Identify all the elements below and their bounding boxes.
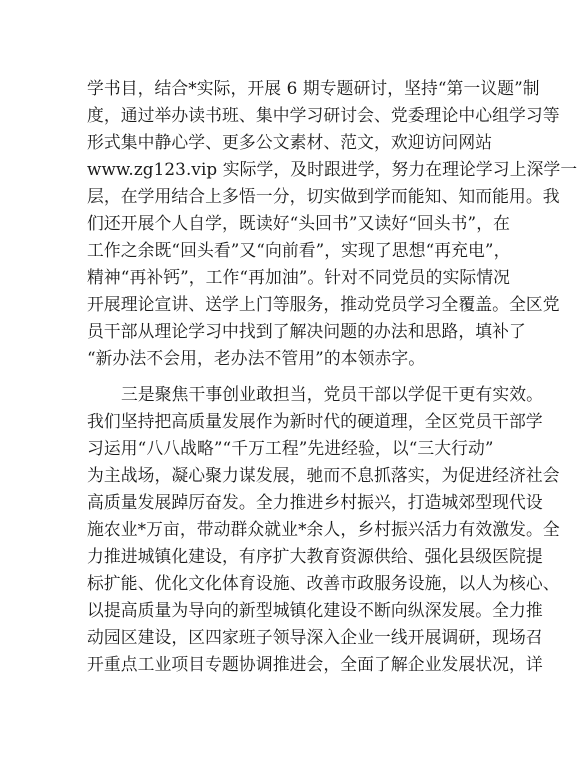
text-line: 我们坚持把高质量发展作为新时代的硬道理，全区党员干部学: [87, 411, 543, 431]
text-line: 层，在学用结合上多悟一分，切实做到学而能知、知而能用。我: [87, 186, 560, 206]
text-line: 高质量发展踔厉奋发。全力推进乡村振兴，打造城郊型现代设: [87, 492, 543, 512]
text-line: 度，通过举办读书班、集中学习研讨会、党委理论中心组学习等: [87, 105, 560, 125]
text-line: “新办法不会用，老办法不管用”的本领赤字。: [87, 348, 426, 368]
text-line: 工作之余既“回头看”又“向前看”，实现了思想“再充电”，: [87, 240, 511, 260]
text-line: 员干部从理论学习中找到了解决问题的办法和思路，填补了: [87, 321, 526, 341]
text-line: 习运用“八八战略”“千万工程”先进经验，以“三大行动”: [87, 438, 494, 458]
text-line: 形式集中静心学、更多公文素材、范文，欢迎访问网站: [87, 132, 493, 152]
text-line: 为主战场，凝心聚力谋发展，驰而不息抓落实，为促进经济社会: [87, 465, 560, 485]
text-line: 三是聚焦干事创业敢担当，党员干部以学促干更有实效。: [121, 384, 544, 404]
text-line: 开重点工业项目专题协调推进会，全面了解企业发展状况，详: [87, 654, 543, 674]
text-line: 以提高质量为导向的新型城镇化建设不断向纵深发展。全力推: [87, 600, 543, 620]
text-line: 标扩能、优化文化体育设施、改善市政服务设施，以人为核心、: [87, 573, 560, 593]
text-line: 们还开展个人自学，既读好“头回书”又读好“回头书”，在: [87, 213, 510, 233]
text-line: www.zg123.vip 实际学，及时跟进学，努力在理论学习上深学一: [87, 159, 578, 179]
text-line: 力推进城镇化建设，有序扩大教育资源供给、强化县级医院提: [87, 546, 543, 566]
text-line: 施农业*万亩，带动群众就业*余人，乡村振兴活力有效激发。全: [87, 519, 560, 539]
text-line: 精神“再补钙”，工作“再加油”。针对不同党员的实际情况: [87, 267, 510, 287]
text-line: 学书目，结合*实际，开展 6 期专题研讨，坚持“第一议题”制: [87, 78, 540, 98]
text-line: 动园区建设，区四家班子领导深入企业一线开展调研，现场召: [87, 627, 543, 647]
text-line: 开展理论宣讲、送学上门等服务，推动党员学习全覆盖。全区党: [87, 294, 560, 314]
